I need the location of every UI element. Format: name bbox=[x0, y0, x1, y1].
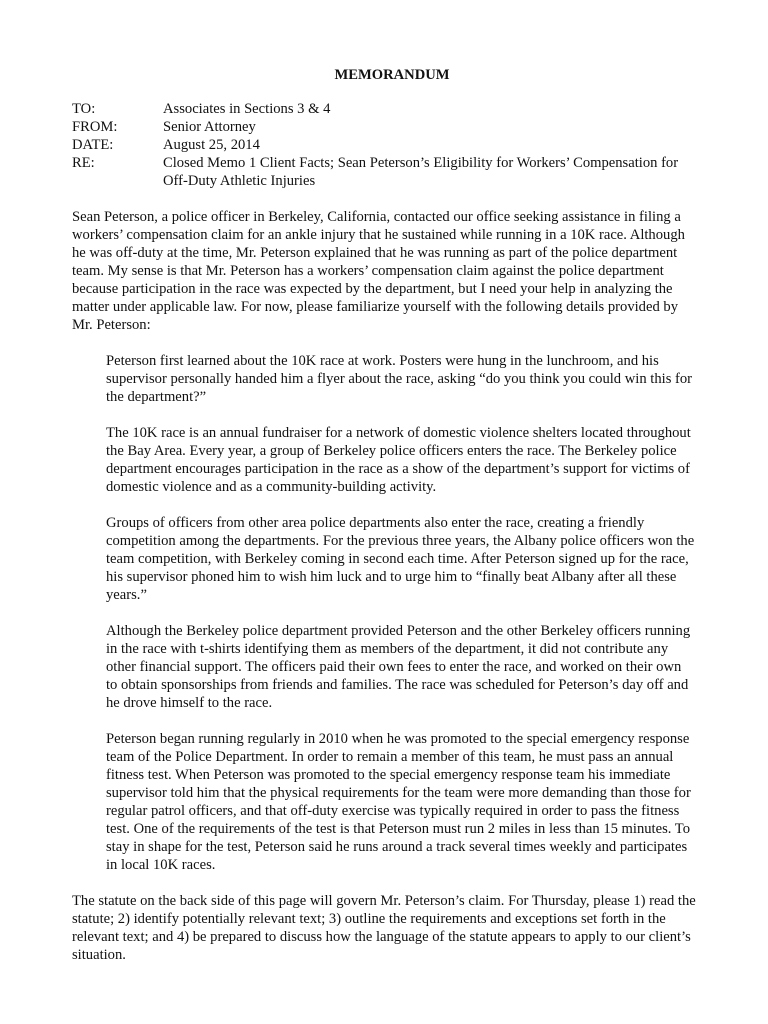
header-row-date bbox=[72, 136, 702, 154]
header-label-re: RE: bbox=[72, 155, 95, 171]
header-label-date: DATE: bbox=[72, 137, 114, 153]
memo-page bbox=[72, 66, 702, 964]
memo-title: MEMORANDUM bbox=[334, 67, 450, 83]
memo-header bbox=[72, 100, 702, 190]
header-value-re: Closed Memo 1 Client Facts; Sean Peterson’s Eligibility for Workers’ Compensation for Off-Duty Athletic Injuries bbox=[163, 155, 679, 189]
fact-paragraph-5: Peterson began running regularly in 2010 when he was promoted to the special emergency response team of the Police Department. In order to remain a member of this team, he must pass an annual fitness test. When Peterson was promoted to the special emergency response team his immediate supervisor told him that the physical requirements for the team were more demanding than those for regular patrol officers, and that off-duty exercise was typically required in order to pass the fitness test. One of the requirements of the test is that Peterson must run 2 miles in less than 15 minutes. To stay in shape for the test, Peterson said he runs around a track several times weekly and participates in local 10K races. bbox=[106, 731, 691, 873]
header-row-re bbox=[72, 154, 702, 190]
fact-paragraph-4: Although the Berkeley police department provided Peterson and the other Berkeley officers running in the race with t-shirts identifying them as members of the department, it did not contribute any other financial support. The officers paid their own fees to enter the race, and worked on their own to obtain sponsorships from friends and families. The race was scheduled for Peterson’s day off and he drove himself to the race. bbox=[106, 623, 691, 711]
header-value-from: Senior Attorney bbox=[163, 119, 256, 135]
fact-paragraph-2: The 10K race is an annual fundraiser for a network of domestic violence shelters located throughout the Bay Area. Every year, a group of Berkeley police officers enters the race. The Berkeley police department encourages participation in the race as a show of the department’s support for victims of domestic violence and as a community-building activity. bbox=[106, 425, 691, 495]
header-label-to: TO: bbox=[72, 101, 96, 117]
fact-paragraph-1: Peterson first learned about the 10K race at work. Posters were hung in the lunchroom, and his supervisor personally handed him a flyer about the race, asking “do you think you could win this for the department?” bbox=[106, 353, 693, 405]
header-label-from: FROM: bbox=[72, 119, 118, 135]
fact-paragraph-3: Groups of officers from other area police departments also enter the race, creating a friendly competition among the departments. For the previous three years, the Albany police officers won the team competition, with Berkeley coming in second each time. After Peterson signed up for the race, his supervisor phoned him to wish him luck and to urge him to “finally beat Albany after all these years.” bbox=[106, 515, 695, 603]
header-row-from bbox=[72, 118, 702, 136]
header-value-to: Associates in Sections 3 & 4 bbox=[163, 101, 331, 117]
intro-paragraph: Sean Peterson, a police officer in Berkeley, California, contacted our office seeking assistance in filing a workers’ compensation claim for an ankle injury that he sustained while running in a 10K race. Although he was off-duty at the time, Mr. Peterson explained that he was running as part of the police department team. My sense is that Mr. Peterson has a workers’ compensation claim against the police department because participation in the race was expected by the department, but I need your help in analyzing the matter under applicable law. For now, please familiarize yourself with the following details provided by Mr. Peterson: bbox=[72, 209, 685, 333]
header-row-to bbox=[72, 100, 702, 118]
header-value-date: August 25, 2014 bbox=[163, 137, 260, 153]
client-facts bbox=[106, 352, 696, 874]
closing-paragraph: The statute on the back side of this page will govern Mr. Peterson’s claim. For Thursday, please 1) read the statute; 2) identify potentially relevant text; 3) outline the requirements and exceptions set forth in the relevant text; and 4) be prepared to discuss how the language of the statute appears to apply to our client’s situation. bbox=[72, 893, 696, 963]
